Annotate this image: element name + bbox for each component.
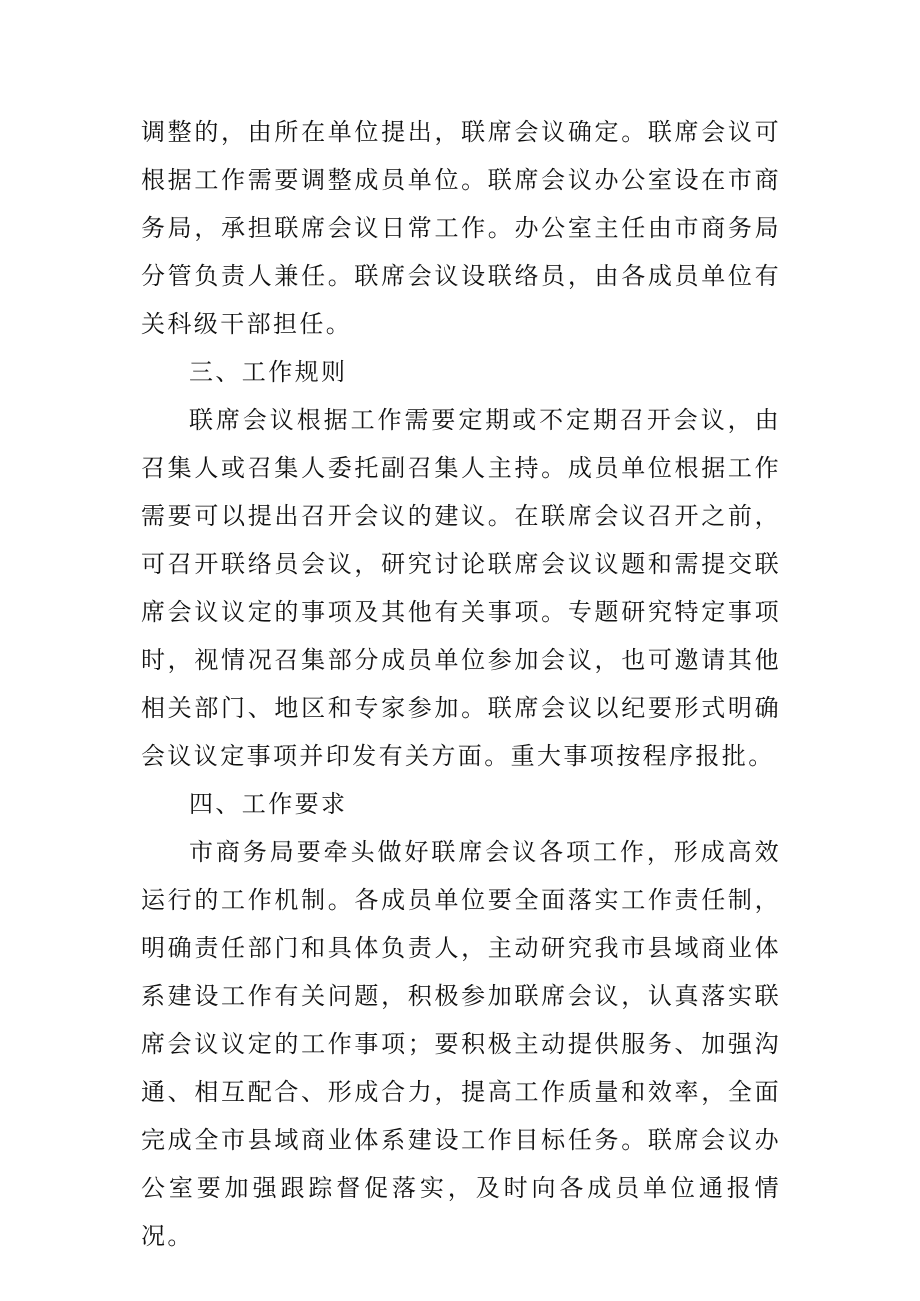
section-heading-work-requirements: 四、工作要求 [189, 790, 348, 818]
document-body [141, 108, 781, 1260]
paragraph-work-rules: 联席会议根据工作需要定期或不定期召开会议，由召集人或召集人委托副召集人主持。成员单位根据工作需要可以提出召开会议的建议。在联席会议召开之前，可召开联络员会议，研究讨论联席会议议题和需提交联席会议议定的事项及其他有关事项。专题研究特定事项时，视情况召集部分成员单位参加会议，也可邀请其他相关部门、地区和专家参加。联席会议以纪要形式明确会议议定事项并印发有关方面。重大事项按程序报批。 [141, 406, 781, 770]
section-heading-work-rules: 三、工作规则 [189, 358, 348, 386]
paragraph-continued: 调整的，由所在单位提出，联席会议确定。联席会议可根据工作需要调整成员单位。联席会议办公室设在市商务局，承担联席会议日常工作。办公室主任由市商务局分管负责人兼任。联席会议设联络员，由各成员单位有关科级干部担任。 [141, 118, 781, 338]
paragraph-work-requirements: 市商务局要牵头做好联席会议各项工作，形成高效运行的工作机制。各成员单位要全面落实工作责任制，明确责任部门和具体负责人，主动研究我市县域商业体系建设工作有关问题，积极参加联席会议，认真落实联席会议议定的工作事项；要积极主动提供服务、加强沟通、相互配合、形成合力，提高工作质量和效率，全面完成全市县域商业体系建设工作目标任务。联席会议办公室要加强跟踪督促落实，及时向各成员单位通报情况。 [141, 838, 781, 1250]
